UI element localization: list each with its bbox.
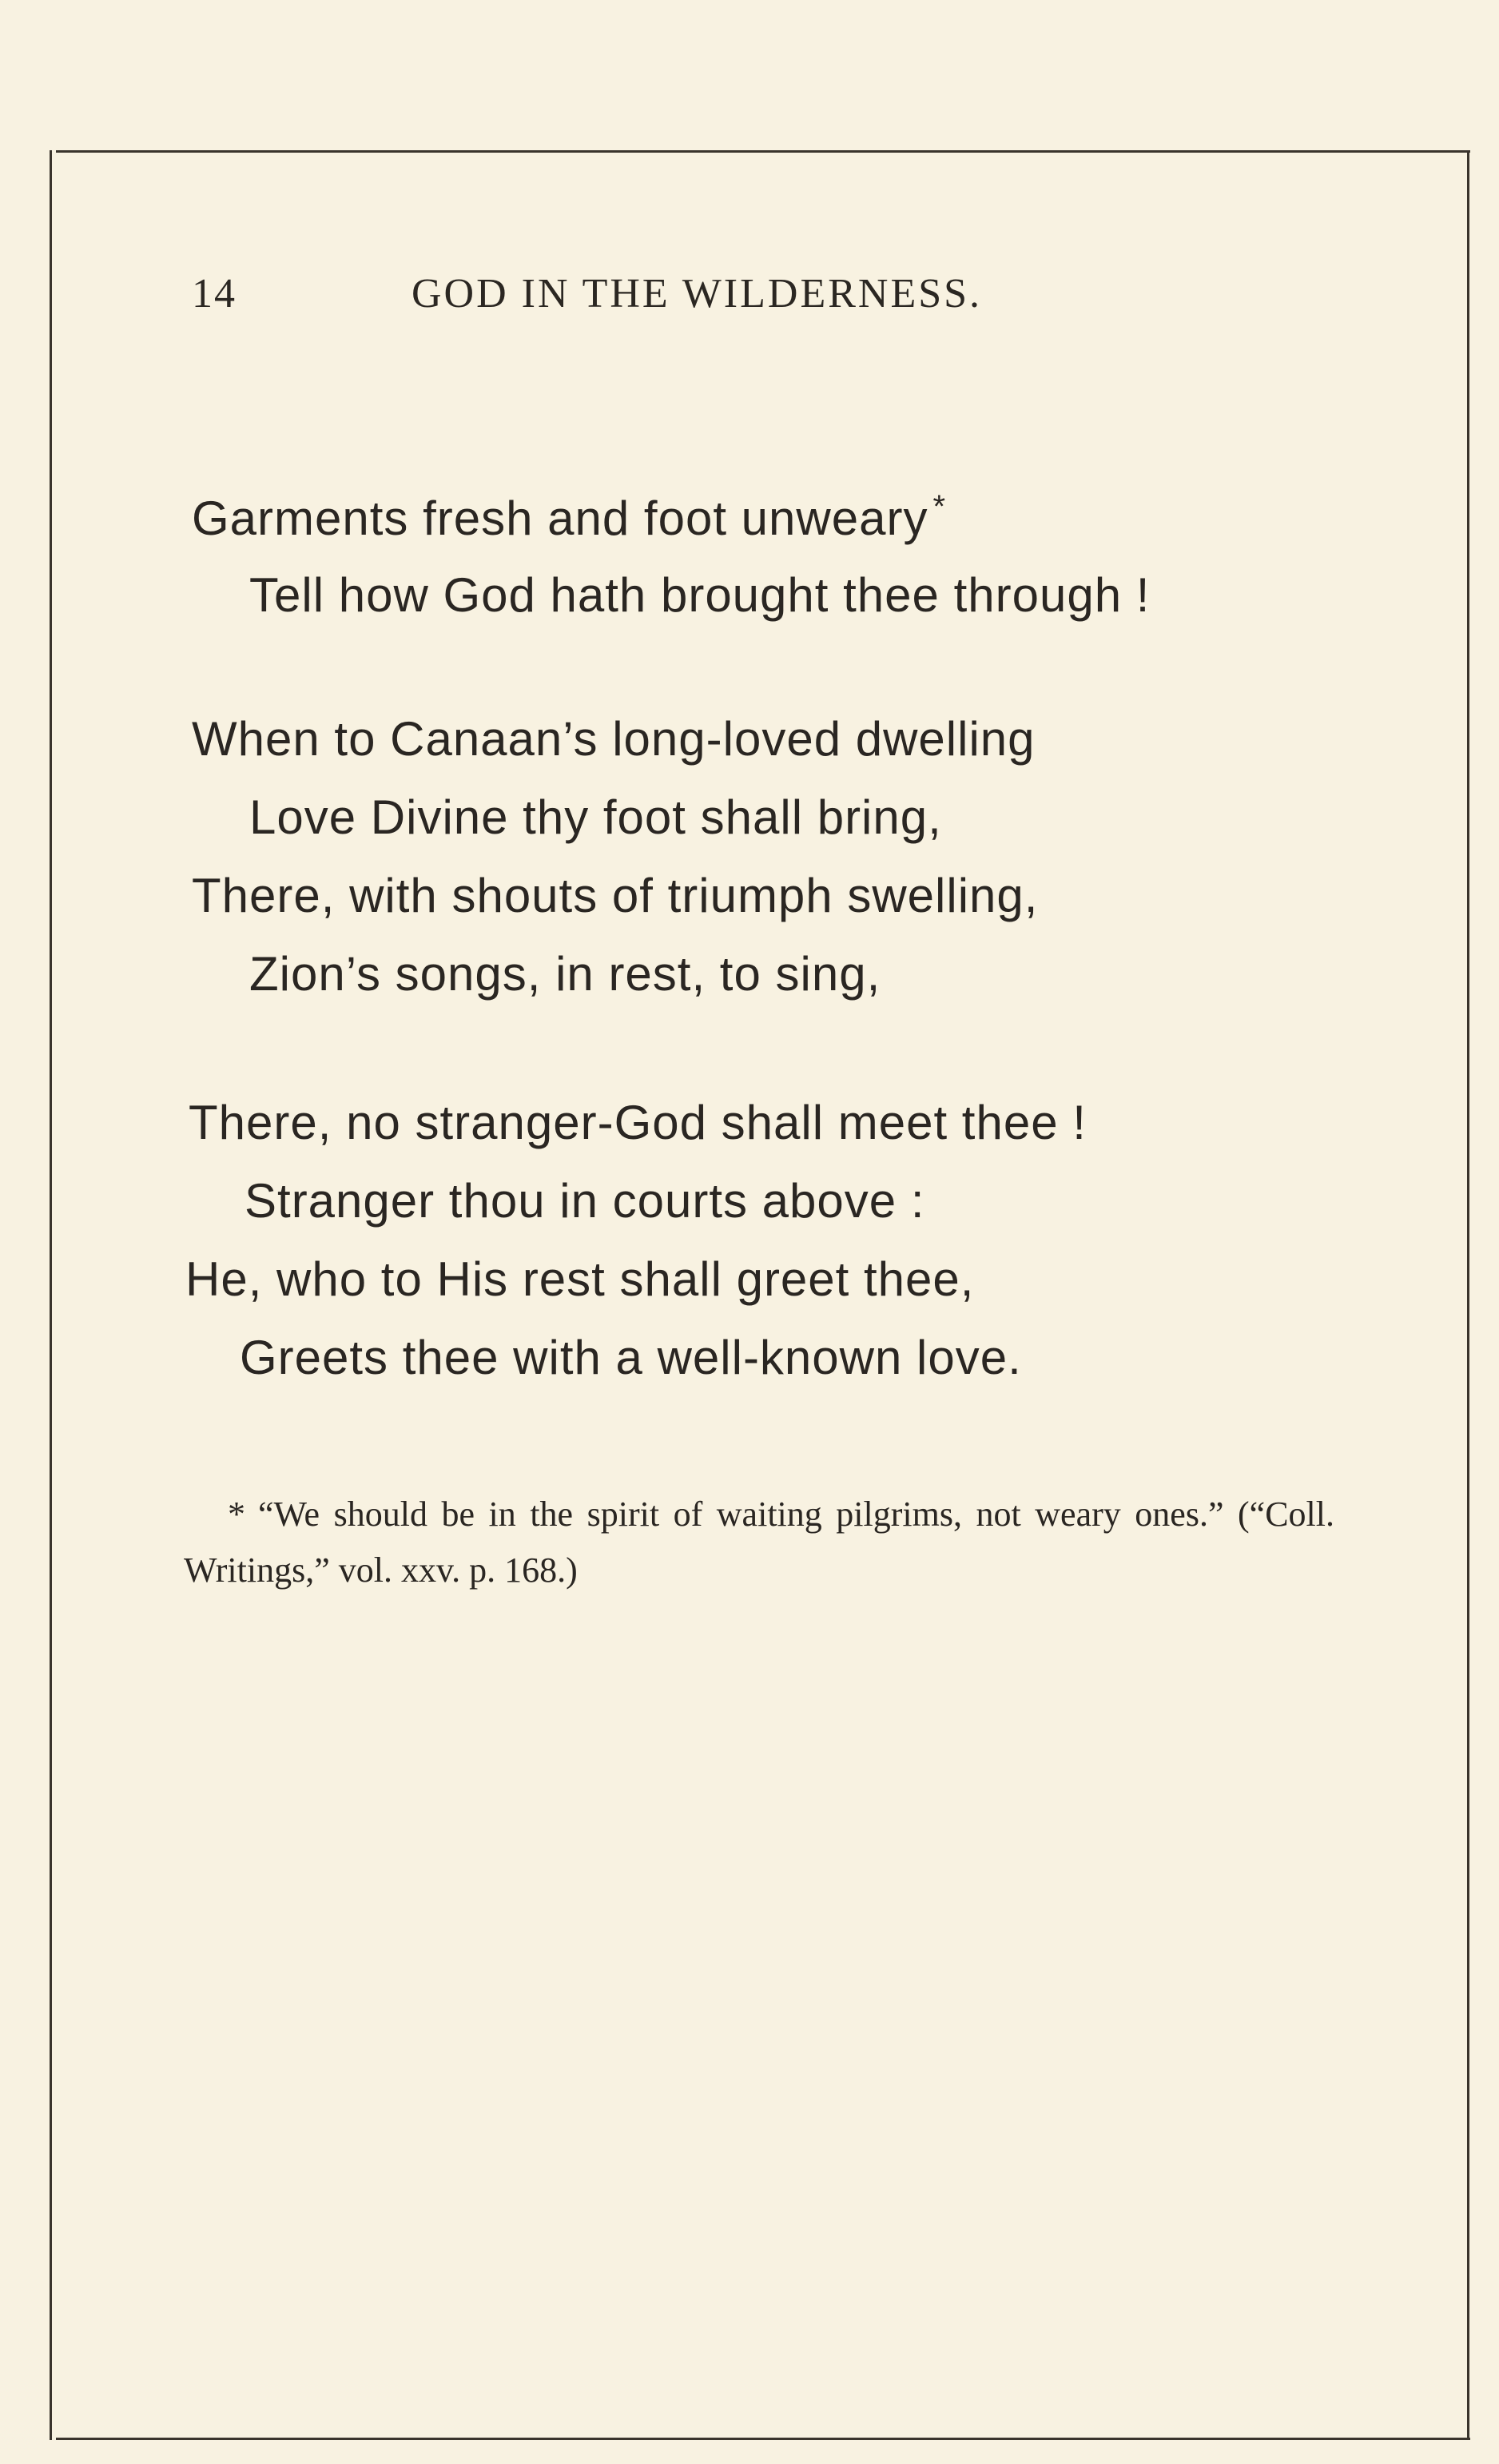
verse-line: He, who to His rest shall greet thee, [185, 1252, 975, 1306]
right-border-rule [1467, 150, 1469, 2440]
verse-line: When to Canaan’s long-loved dwelling [192, 712, 1036, 766]
footnote-mark: * [228, 1495, 245, 1534]
footnote-reference-mark: * [932, 489, 947, 524]
verse-line: Tell how God hath brought thee through ! [249, 568, 1151, 622]
footnote-text: “We should be in the spirit of waiting pilgrims, not weary ones.” (“Coll. Writings,” vol. xxv. p. 168.) [184, 1495, 1334, 1590]
verse-line: Garments fresh and foot unweary * [192, 489, 947, 545]
verse-line: Stranger thou in courts above : [245, 1174, 925, 1228]
running-title: GOD IN THE WILDERNESS. [412, 271, 983, 316]
verse-line: Love Divine thy foot shall bring, [249, 790, 942, 844]
page-number: 14 [192, 271, 237, 316]
verse-line: There, no stranger-God shall meet thee ! [189, 1096, 1087, 1149]
bottom-border-rule [56, 2438, 1470, 2440]
running-head [192, 270, 1151, 326]
verse-line: There, with shouts of triumph swelling, [192, 869, 1039, 922]
footnote [184, 1487, 1334, 1598]
top-border-rule [56, 150, 1470, 153]
verse-line: Greets thee with a well-known love. [240, 1331, 1022, 1384]
left-border-rule [50, 150, 52, 2440]
verse-line: Zion’s songs, in rest, to sing, [249, 947, 881, 1001]
